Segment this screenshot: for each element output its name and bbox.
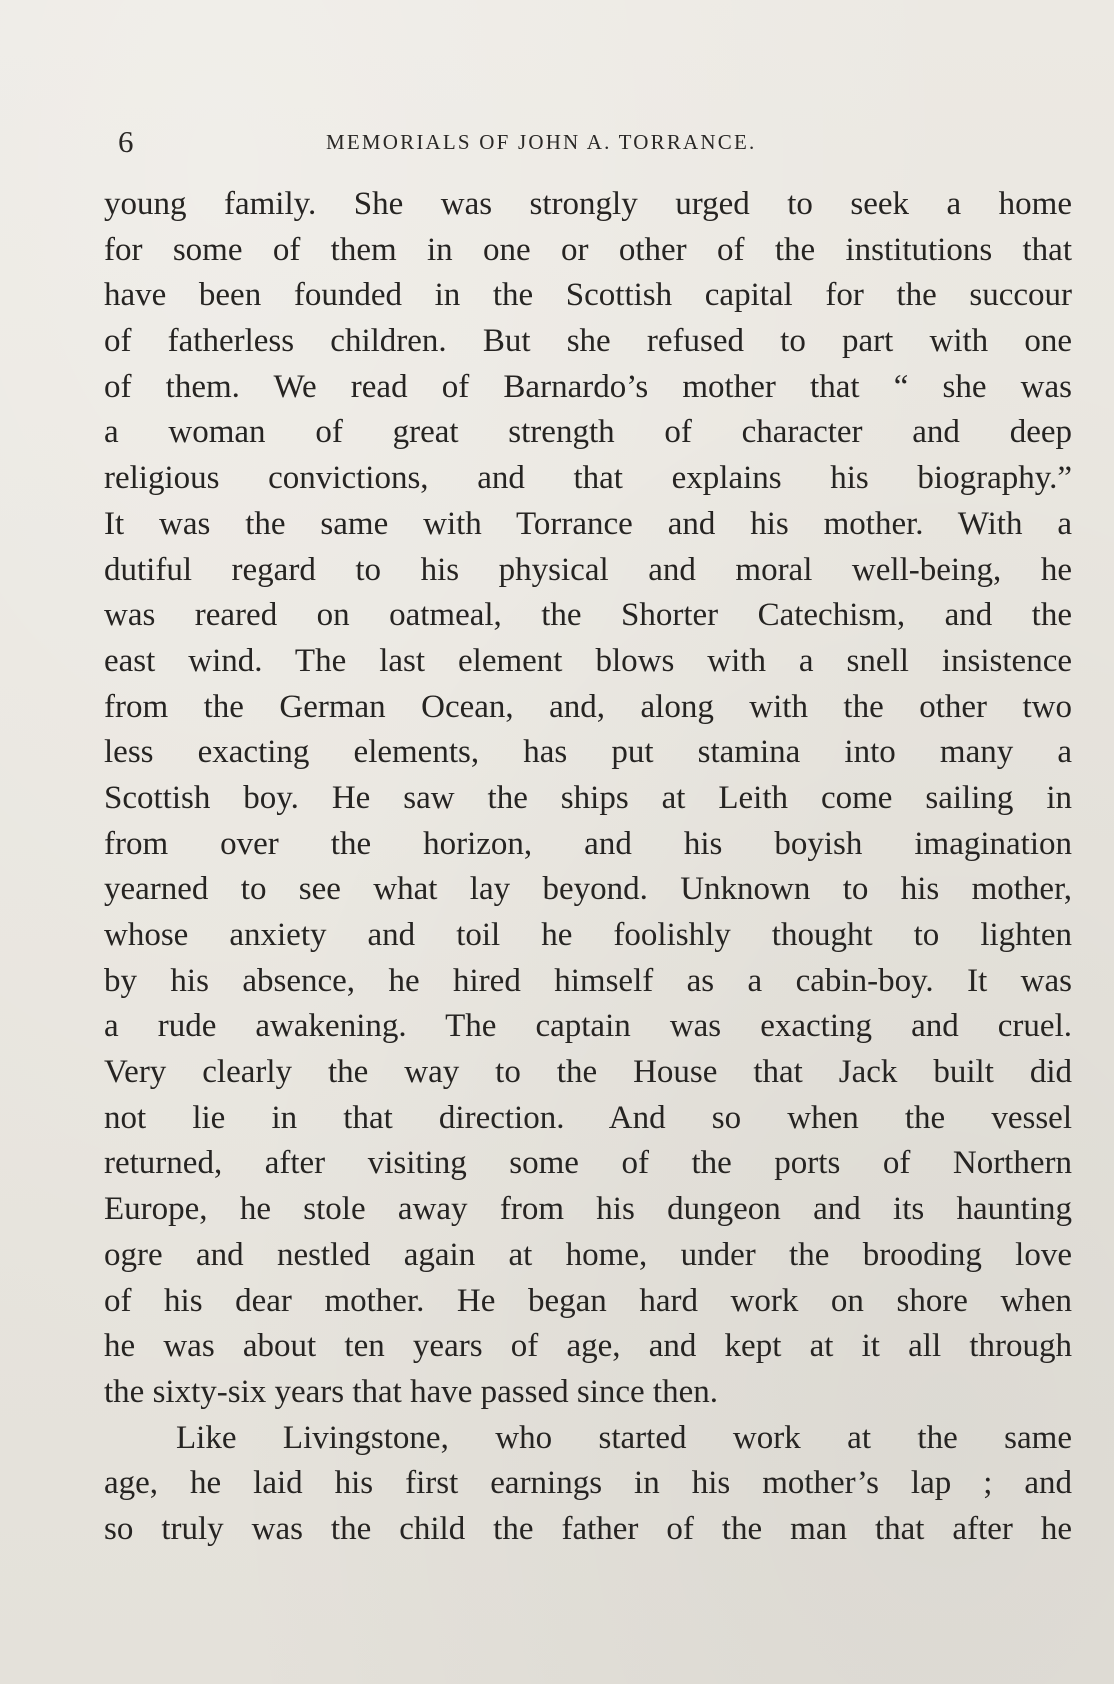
text-line: he was about ten years of age, and kept at it all through — [104, 1328, 1072, 1365]
text-line: dutiful regard to his physical and moral well-being, he — [104, 551, 1072, 588]
paragraph-start-line: Like Livingstone, who started work at the same — [176, 1419, 1072, 1456]
running-head: MEMORIALS OF JOHN A. TORRANCE. — [326, 130, 757, 154]
text-line: Europe, he stole away from his dungeon and its haunting — [104, 1191, 1072, 1228]
text-line: was reared on oatmeal, the Shorter Catechism, and the — [104, 597, 1072, 634]
text-line: have been founded in the Scottish capital for the succour — [104, 277, 1072, 314]
body-text — [104, 182, 1072, 1553]
text-line: yearned to see what lay beyond. Unknown to his mother, — [104, 871, 1072, 908]
text-line: for some of them in one or other of the institutions that — [104, 231, 1072, 268]
text-line: of them. We read of Barnardo’s mother that “ she was — [104, 368, 1072, 405]
text-line: a woman of great strength of character and deep — [104, 414, 1072, 451]
text-line: whose anxiety and toil he foolishly thought to lighten — [104, 917, 1072, 953]
page-number: 6 — [118, 124, 134, 159]
text-line: from the German Ocean, and, along with the other two — [104, 688, 1072, 725]
text-line: so truly was the child the father of the man that after he — [104, 1510, 1072, 1547]
text-line: ogre and nestled again at home, under the brooding love — [104, 1236, 1072, 1273]
text-line: east wind. The last element blows with a snell insistence — [104, 642, 1072, 679]
text-line: not lie in that direction. And so when the vessel — [104, 1099, 1072, 1136]
text-line: It was the same with Torrance and his mother. With a — [104, 505, 1072, 542]
text-line: young family. She was strongly urged to seek a home — [104, 186, 1072, 222]
text-line: of fatherless children. But she refused to part with one — [104, 323, 1072, 360]
text-line: by his absence, he hired himself as a cabin-boy. It was — [104, 962, 1072, 999]
text-line: Scottish boy. He saw the ships at Leith come sailing in — [104, 779, 1072, 816]
page-header — [118, 122, 1040, 162]
text-line: from over the horizon, and his boyish imagination — [104, 825, 1072, 862]
text-line: of his dear mother. He began hard work on shore when — [104, 1282, 1072, 1319]
text-line: religious convictions, and that explains his biography.” — [104, 460, 1072, 497]
text-line: less exacting elements, has put stamina into many a — [104, 734, 1072, 771]
paragraph-end-line: the sixty-six years that have passed since then. — [104, 1373, 718, 1410]
text-line: a rude awakening. The captain was exacting and cruel. — [104, 1008, 1072, 1045]
text-line: Very clearly the way to the House that Jack built did — [104, 1054, 1072, 1091]
text-line: age, he laid his first earnings in his mother’s lap ; and — [104, 1465, 1072, 1502]
text-line: returned, after visiting some of the ports of Northern — [104, 1145, 1072, 1182]
